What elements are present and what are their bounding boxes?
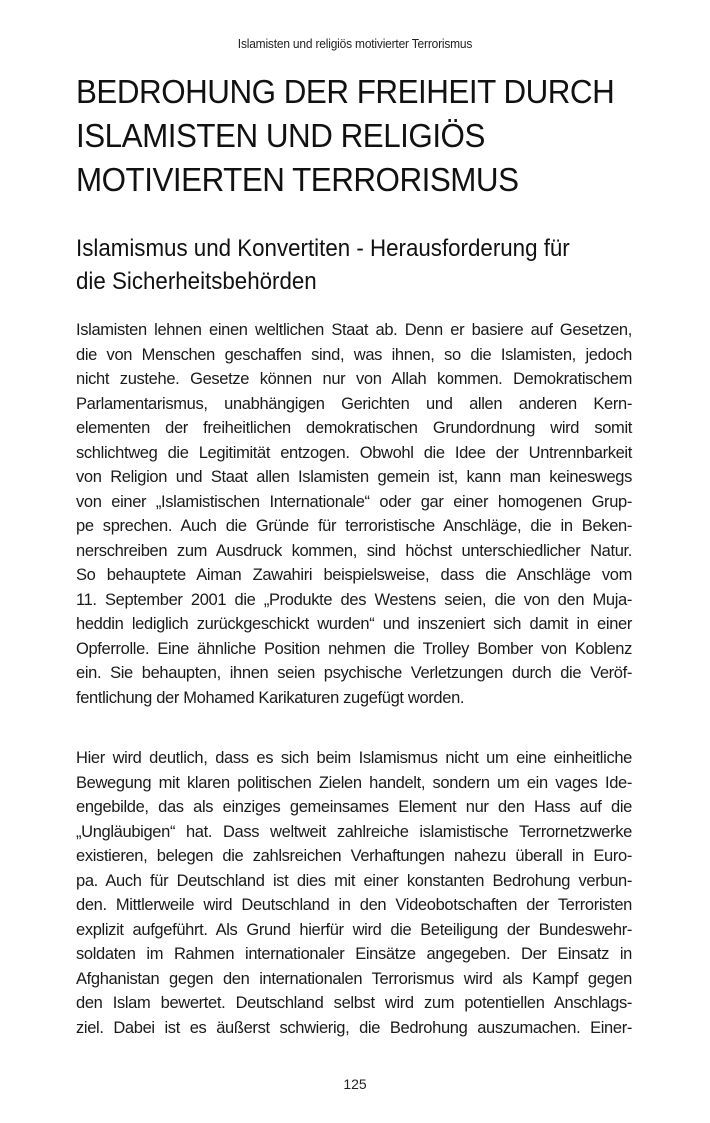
text-line: von einer „Islamistischen Internationale“ oder gar einer homogenen Grup- <box>76 492 632 511</box>
text-line: explizit aufgeführt. Als Grund hierfür wird die Beteiligung der Bundeswehr- <box>76 920 632 939</box>
text-line: Bewegung mit klaren politischen Zielen handelt, sondern um ein vages Ide- <box>76 773 632 792</box>
chapter-title-line: MOTIVIERTEN TERRORISMUS <box>76 161 519 198</box>
text-line: Hier wird deutlich, dass es sich beim Islamismus nicht um eine einheitliche <box>76 749 632 767</box>
text-line: ziel. Dabei ist es äußerst schwierig, die Bedrohung auszumachen. Einer- <box>76 1018 632 1037</box>
text-line: nicht zustehe. Gesetze können nur von Allah kommen. Demokratischem <box>76 370 632 388</box>
chapter-title-line: ISLAMISTEN UND RELIGIÖS <box>76 117 485 154</box>
text-line: Islamisten lehnen einen weltlichen Staat ab. Denn er basiere auf Gesetzen, <box>76 321 632 339</box>
page-number: 125 <box>343 1076 367 1092</box>
text-line: existieren, belegen die zahlsreichen Verhaftungen nahezu überall in Euro- <box>76 847 632 865</box>
text-line: 11. September 2001 die „Produkte des Westens seien, die von den Muja- <box>76 590 632 609</box>
text-line: elementen der freiheitlichen demokratischen Grundordnung wird somit <box>76 419 632 437</box>
text-line: den Islam bewertet. Deutschland selbst wird zum potentiellen Anschlags- <box>76 994 632 1012</box>
text-line: engebilde, das als einziges gemeinsames Element nur den Hass auf die <box>76 798 632 816</box>
body-paragraph-1 <box>76 318 632 710</box>
chapter-title <box>76 70 627 202</box>
section-title <box>76 232 634 298</box>
section-title-line: die Sicherheitsbehörden <box>76 268 317 295</box>
text-line: So behauptete Aiman Zawahiri beispielsweise, dass die Anschläge vom <box>76 566 632 584</box>
chapter-title-line: BEDROHUNG DER FREIHEIT DURCH <box>76 73 615 110</box>
text-line: Afghanistan gegen den internationalen Terrorismus wird als Kampf gegen <box>76 969 632 988</box>
text-line: pa. Auch für Deutschland ist dies mit einer konstanten Bedrohung verbun- <box>76 871 632 890</box>
text-line: heddin lediglich zurückgeschickt wurden“ und inszeniert sich damit in einer <box>76 615 632 633</box>
text-line: den. Mittlerweile wird Deutschland in den Videobotschaften der Terroristen <box>76 896 632 914</box>
section-title-line: Islamismus und Konvertiten - Herausforderung für <box>76 235 570 262</box>
text-line: fentlichung der Mohamed Karikaturen zugefügt worden. <box>76 688 465 707</box>
running-header: Islamisten und religiös motivierter Terrorismus <box>237 36 473 51</box>
text-line: soldaten im Rahmen internationaler Einsätze angegeben. Der Einsatz in <box>76 945 632 963</box>
text-line: nerschreiben zum Ausdruck kommen, sind höchst unterschiedlicher Natur. <box>76 541 632 560</box>
text-line: „Ungläubigen“ hat. Dass weltweit zahlreiche islamistische Terrornetzwerke <box>76 822 632 841</box>
body-paragraph-2 <box>76 746 632 1040</box>
text-line: schlichtweg die Legitimität entzogen. Obwohl die Idee der Untrennbarkeit <box>76 443 632 462</box>
text-line: die von Menschen geschaffen sind, was ihnen, so die Islamisten, jedoch <box>76 345 632 364</box>
text-line: Parlamentarismus, unabhängigen Gerichten und allen anderen Kern- <box>76 394 632 413</box>
text-line: von Religion und Staat allen Islamisten gemein ist, kann man keineswegs <box>76 468 632 486</box>
text-line: Opferrolle. Eine ähnliche Position nehmen die Trolley Bomber von Koblenz <box>76 639 632 658</box>
text-line: ein. Sie behaupten, ihnen seien psychische Verletzungen durch die Veröf- <box>76 664 632 682</box>
text-line: pe sprechen. Auch die Gründe für terroristische Anschläge, die in Beken- <box>76 517 632 535</box>
